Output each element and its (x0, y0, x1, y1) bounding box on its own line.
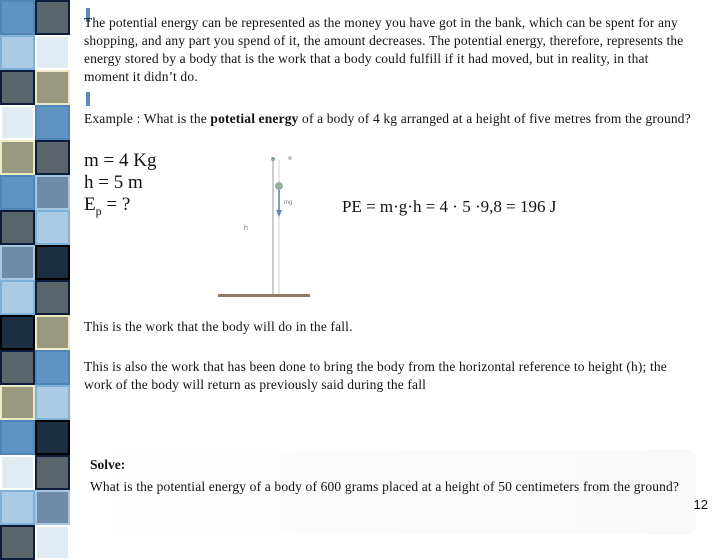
strip-tile-inner (37, 2, 68, 33)
strip-tile (0, 140, 35, 175)
strip-tile (35, 175, 70, 210)
strip-tile (35, 280, 70, 315)
strip-tile (0, 175, 35, 210)
ep-subscript: p (95, 203, 102, 218)
strip-tile-inner (2, 212, 33, 243)
strip-tile-inner (37, 352, 68, 383)
strip-tile-inner (37, 177, 68, 208)
strip-tile-inner (37, 142, 68, 173)
strip-tile-inner (2, 142, 33, 173)
start-position-dot (288, 156, 292, 160)
strip-tile-inner (2, 387, 33, 418)
strip-tile (0, 105, 35, 140)
strip-tile (35, 140, 70, 175)
strip-tile-inner (2, 247, 33, 278)
solve-title: Solve: (90, 457, 126, 472)
arrow-head-icon (276, 210, 282, 217)
decorative-left-strip (0, 0, 70, 540)
strip-tile-inner (37, 492, 68, 523)
work-done-paragraph: This is also the work that has been done to bring the body from the horizontal reference to height (h); the work of the body will return as previously said during the fall (84, 359, 667, 392)
strip-tile-inner (2, 282, 33, 313)
strip-tile-inner (37, 72, 68, 103)
strip-tile (35, 70, 70, 105)
strip-tile (35, 245, 70, 280)
strip-tile (35, 0, 70, 35)
strip-tile-inner (2, 527, 33, 558)
strip-tile-inner (37, 527, 68, 558)
strip-tile (35, 210, 70, 245)
falling-body-figure (215, 150, 315, 305)
strip-tile (0, 210, 35, 245)
body-ball (276, 183, 283, 190)
strip-tile-inner (37, 107, 68, 138)
strip-tile-inner (37, 457, 68, 488)
strip-tile (35, 525, 70, 560)
example-bold-term: potetial energy (210, 111, 299, 126)
strip-tile (0, 455, 35, 490)
falling-body-diagram (215, 150, 315, 305)
strip-tile (35, 385, 70, 420)
intro-paragraph: The potential energy can be represented as the money you have got in the bank, which can be spent for any shopping, and any part you spend of it, the amount decreases. The potential energy, therefore, represents the energy stored by a body that is the work that a body could fulfill if it had moved, but in reality, in that moment it didn’t do. (84, 15, 684, 84)
strip-tile (0, 350, 35, 385)
strip-tile (0, 35, 35, 70)
strip-tile-inner (37, 387, 68, 418)
page-number: 12 (693, 497, 708, 512)
given-values (84, 150, 156, 216)
strip-tile-inner (2, 107, 33, 138)
strip-tile (35, 490, 70, 525)
strip-tile-inner (37, 282, 68, 313)
strip-tile-inner (2, 492, 33, 523)
strip-tile-inner (2, 37, 33, 68)
strip-tile-inner (2, 177, 33, 208)
top-point (271, 157, 275, 161)
solve-box (84, 450, 696, 534)
pe-equation: PE = m·g·h = 4 · 5 ·9,8 = 196 J (342, 197, 557, 216)
strip-tile (0, 490, 35, 525)
strip-tile (0, 280, 35, 315)
strip-tile-inner (2, 317, 33, 348)
strip-tile-inner (2, 457, 33, 488)
given-height: h = 5 m (84, 172, 143, 193)
strip-tile (35, 35, 70, 70)
strip-tile (0, 70, 35, 105)
ep-symbol: E (84, 194, 96, 215)
strip-tile-inner (2, 72, 33, 103)
strip-tile (0, 0, 35, 35)
solve-question: What is the potential energy of a body of 600 grams placed at a height of 50 centimeters from the ground? (90, 479, 680, 494)
strip-tile-inner (37, 422, 68, 453)
example-prefix: Example : What is the (84, 111, 211, 126)
ep-question: = ? (101, 194, 131, 215)
strip-tile (0, 385, 35, 420)
strip-tile (35, 455, 70, 490)
given-mass: m = 4 Kg (84, 150, 157, 171)
strip-tile (35, 350, 70, 385)
strip-tile (35, 315, 70, 350)
strip-tile (0, 245, 35, 280)
strip-tile (0, 420, 35, 455)
strip-tile-inner (2, 352, 33, 383)
strip-tile-inner (37, 247, 68, 278)
strip-tile (0, 525, 35, 560)
strip-tile-inner (37, 317, 68, 348)
strip-tile-inner (2, 422, 33, 453)
height-label: h (244, 225, 248, 232)
strip-tile (35, 105, 70, 140)
strip-tile (0, 315, 35, 350)
example-paragraph (84, 110, 694, 128)
strip-tile-inner (37, 37, 68, 68)
work-fall-paragraph: This is the work that the body will do in the fall. (84, 319, 353, 334)
example-suffix: of a body of 4 kg arranged at a height of five metres from the ground? (298, 111, 691, 126)
given-ep (84, 194, 156, 216)
force-label: mg (284, 200, 293, 206)
strip-tile (35, 420, 70, 455)
strip-tile-inner (37, 212, 68, 243)
ground-surface (218, 294, 310, 297)
bullet-marker (86, 92, 90, 106)
strip-tile-inner (2, 2, 33, 33)
